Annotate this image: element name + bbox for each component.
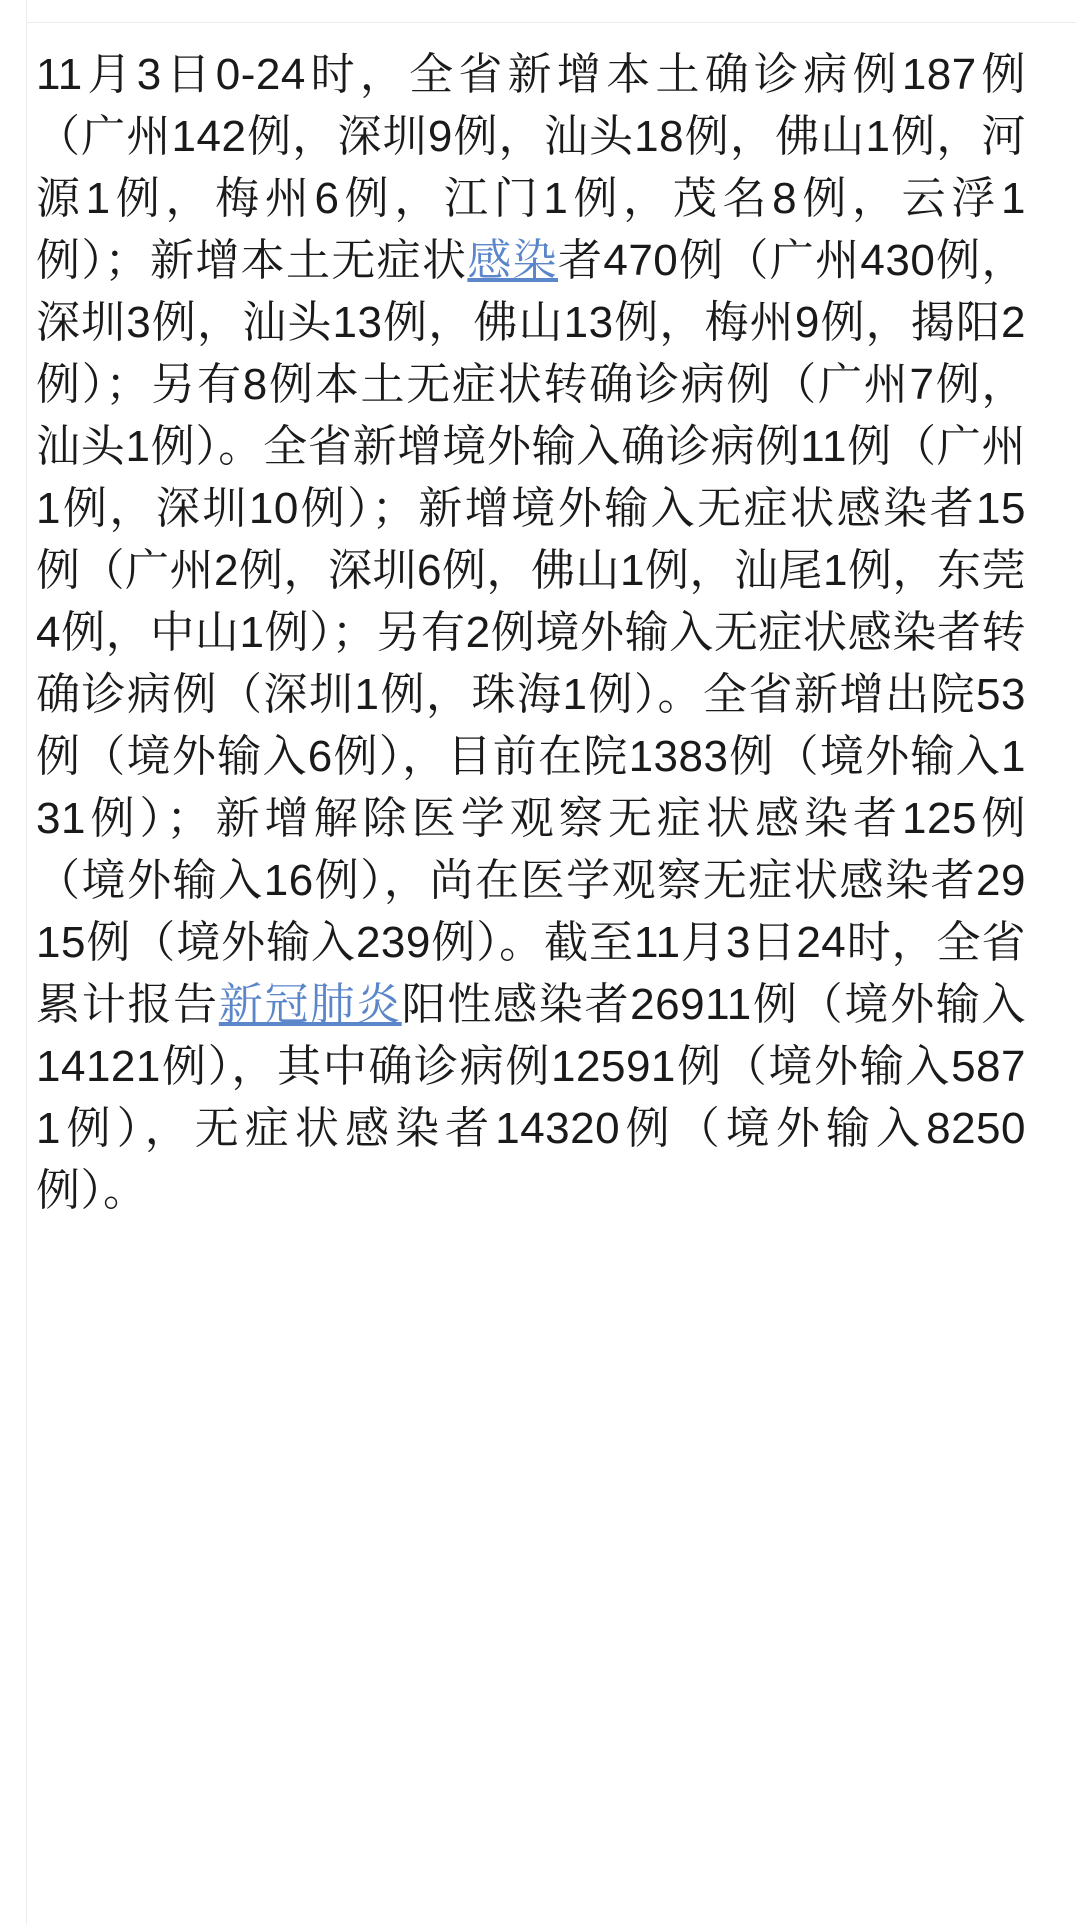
top-divider xyxy=(0,0,1076,23)
article-body xyxy=(36,44,1044,1222)
paragraph-segment-text-3: 阳性感染者26911例（境外输入14121例），其中确诊病例12591例（境外输入5871例），无症状感染者14320例（境外输入8250例）。 xyxy=(36,980,1027,1215)
paragraph-segment-text-2: 者470例（广州430例，深圳3例，汕头13例，佛山13例，梅州9例，揭阳2例）；另有8例本土无症状转确诊病例（广州7例，汕头1例）。全省新增境外输入确诊病例11例（广州1例，深圳10例）；新增境外输入无症状感染者15例（广州2例，深圳6例，佛山1例，汕尾1例，东莞4例，中山1例）；另有2例境外输入无症状感染者转确诊病例（深圳1例，珠海1例）。全省新增出院53例（境外输入6例），目前在院1383例（境外输入131例）；新增解除医学观察无症状感染者125例（境外输入16例），尚在医学观察无症状感染者2915例（境外输入239例）。截至11月3日24时，全省累计报告 xyxy=(36,236,1027,1029)
left-margin-rule xyxy=(0,0,27,1924)
keyword-link-covid-pneumonia[interactable]: 新冠肺炎 xyxy=(218,980,402,1029)
report-paragraph xyxy=(36,44,1026,1222)
keyword-link-infection[interactable]: 感染 xyxy=(467,236,559,285)
paragraph-segment-text-1: 11月3日0-24时，全省新增本土确诊病例187例（广州142例，深圳9例，汕头18例，佛山1例，河源1例，梅州6例，江门1例，茂名8例，云浮1例）；新增本土无症状 xyxy=(36,50,1026,285)
